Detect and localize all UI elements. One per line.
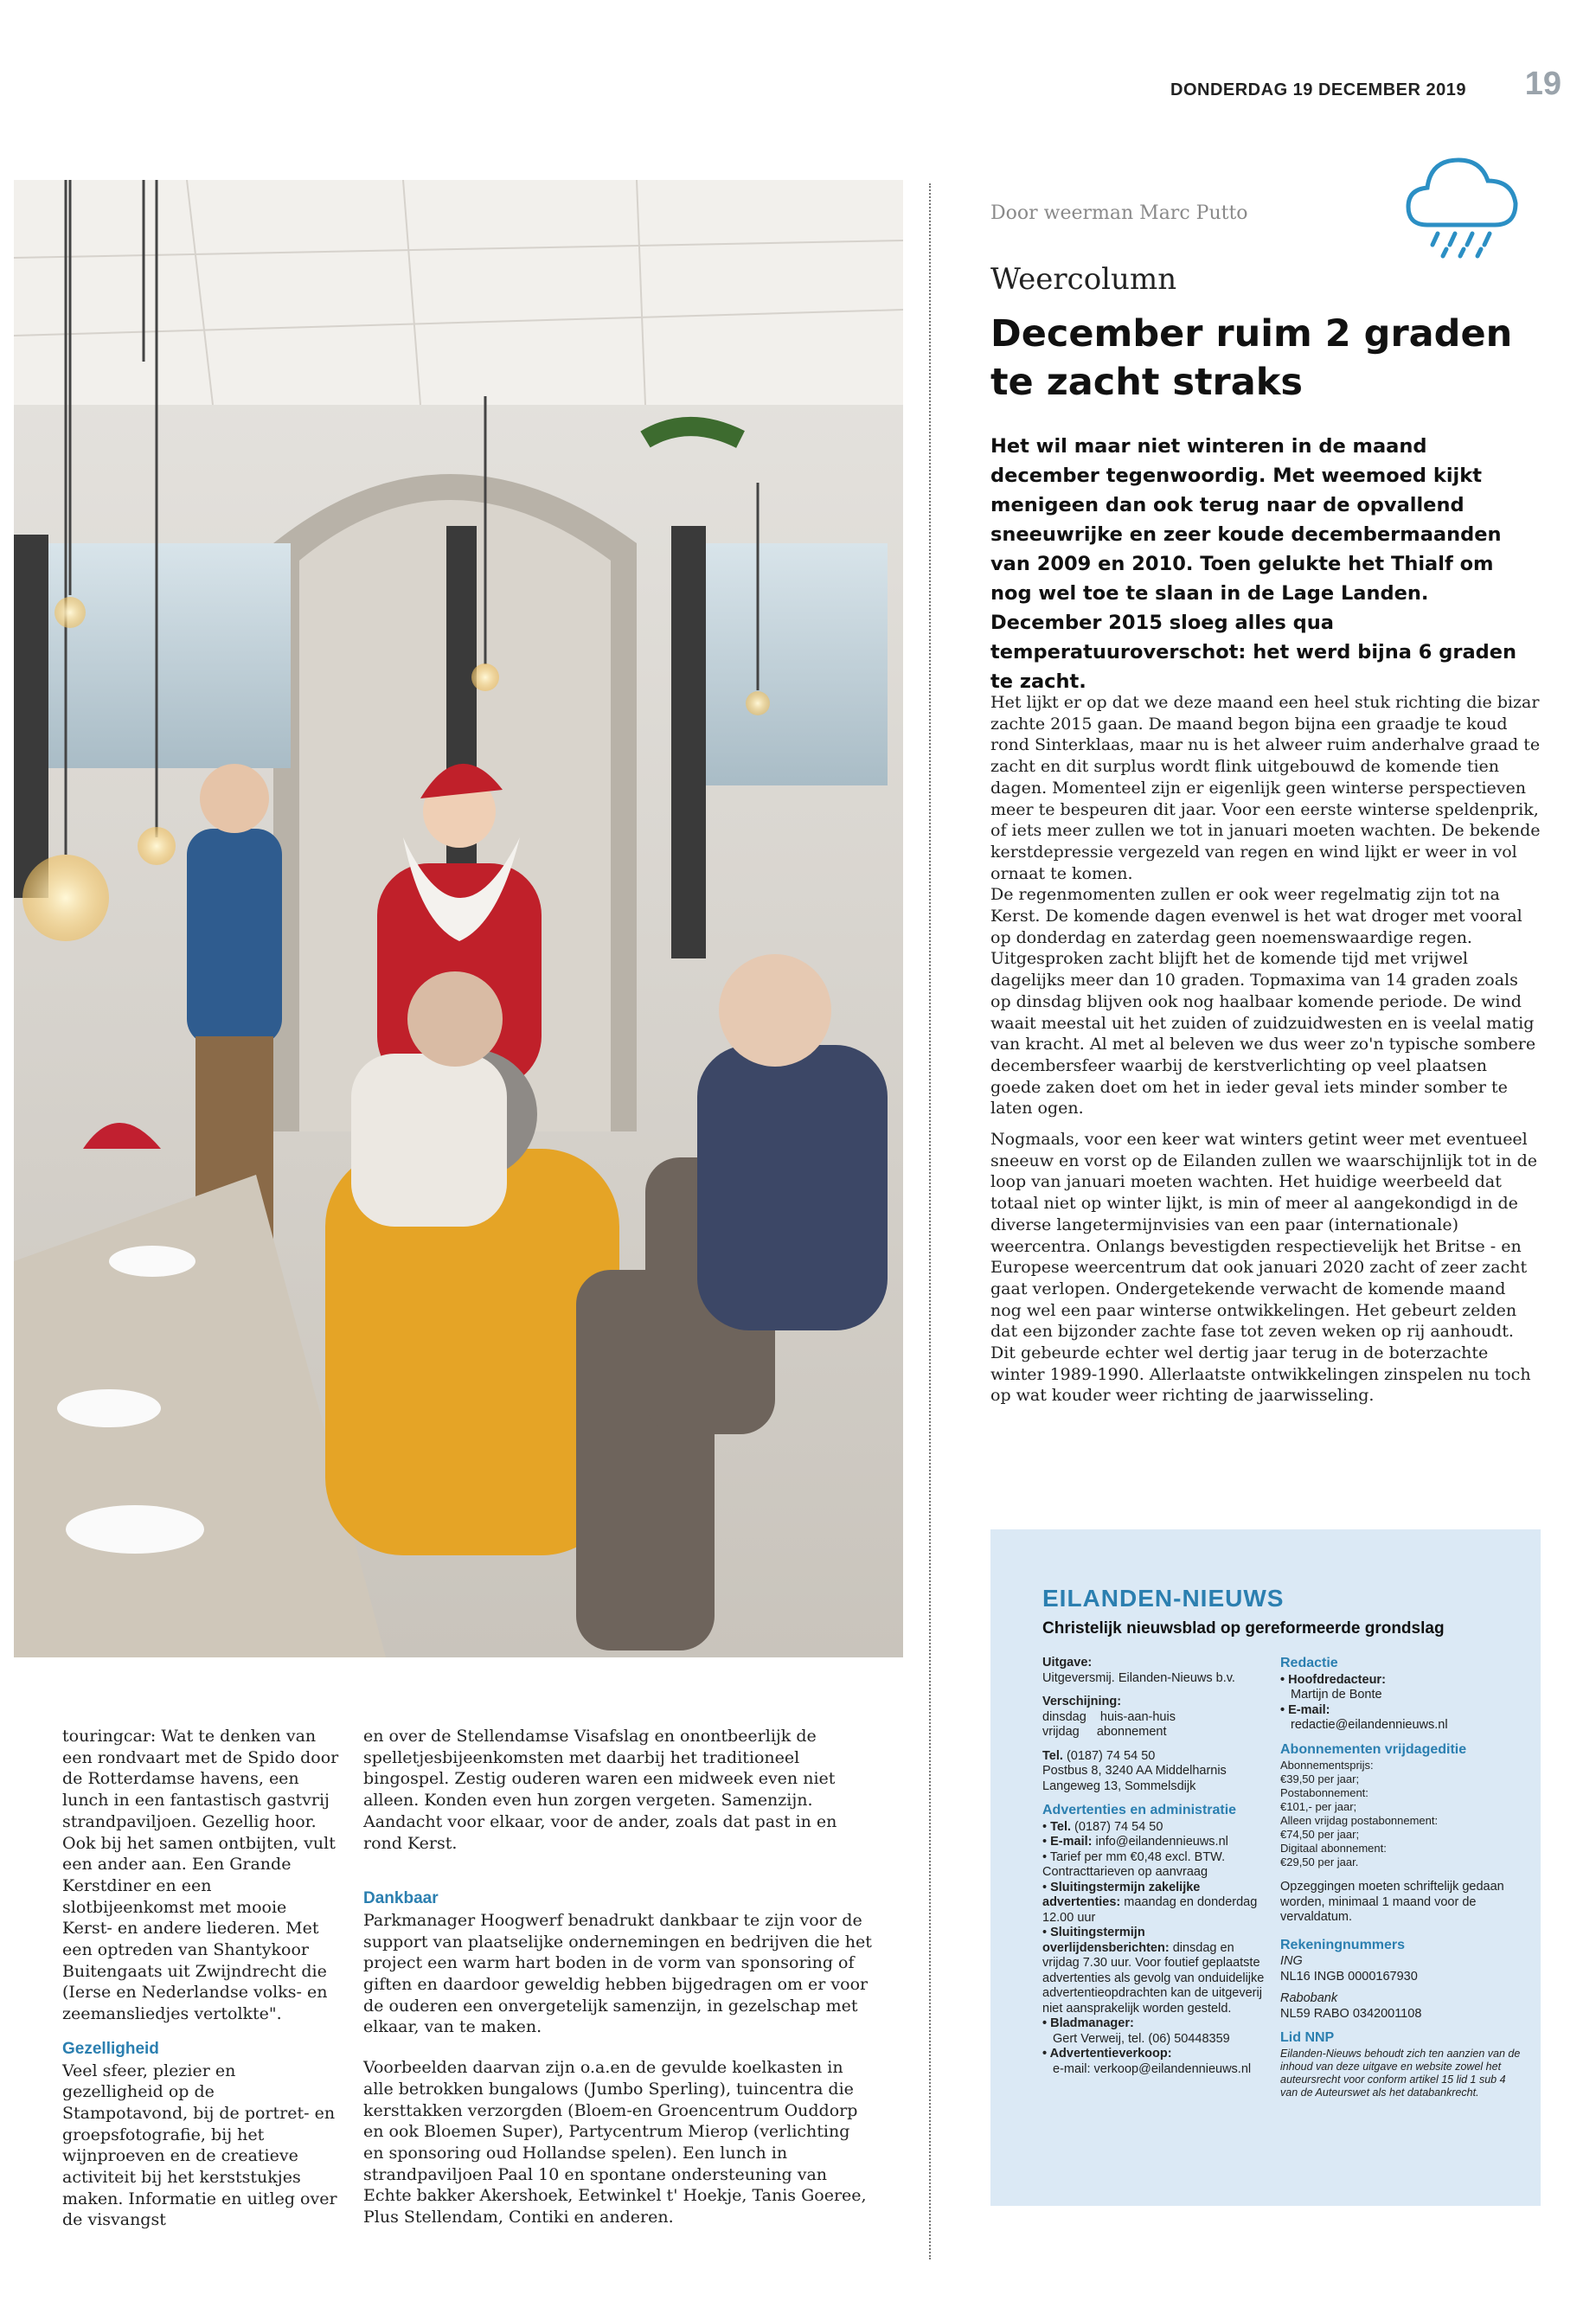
copyright-notice: Eilanden-Nieuws behoudt zich ten aanzien van de inhoud van deze uitgave en website zowel het auteursrecht voor conform artikel 15 lid 1 sub 4 van de Auteurswet als het databankrecht. bbox=[1280, 2047, 1521, 2099]
article-column-1 bbox=[62, 1726, 339, 2231]
colophon-box bbox=[990, 1529, 1541, 2206]
section-heading: Abonnementen vrijdageditie bbox=[1280, 1741, 1467, 1757]
weather-paragraph: De regenmomenten zullen er ook weer regelmatig zijn tot na Kerst. De komende dagen evenwel is het wat droger met vooral op donderdag en zaterdag geen noemenswaardige regen. Uitgesproken zacht blijft het de komende tijd met vrijwel dagelijks meer dan 10 graden. Topmaxima van 14 graden zoals op dinsdag blijven ook nog haalbaar komende periode. De wind waait meestal uit het zuiden of zuidzuidwesten en is veelal matig van kracht. Al met al beleven we dus weer zo'n typische sombere decembersfeer waarbij de kerstverlichting op veel plaatsen goede zaken doet om het in ieder geval iets minder somber te laten ogen. bbox=[990, 885, 1536, 1118]
account-number: NL59 RABO 0342001108 bbox=[1280, 2006, 1422, 2021]
label: Tel. bbox=[1050, 1819, 1072, 1834]
cancellation-note: Opzeggingen moeten schriftelijk gedaan worden, minimaal 1 maand voor de vervaldatum. bbox=[1280, 1880, 1504, 1924]
article-paragraph: touringcar: Wat te denken van een rondvaart met de Spido door de Rotterdamse havens, een lunch in een fantastisch gastvrij strandpaviljoen. Gezellig hoor. Ook bij het samen ontbijten, vult een ander aan. Een Grande Kerstdiner en een slotbijeenkomst met mooie Kerst- en andere liederen. Met een optreden van Shantykoor Buitengaats uit Zwijndrecht die (Ierse en Nederlandse volks- en zeemansliedjes vertolkte". bbox=[62, 1727, 339, 2024]
value: Gert Verweij, tel. (06) 50448359 bbox=[1053, 2031, 1230, 2046]
label: Verschijning: bbox=[1042, 1695, 1122, 1708]
label: • Bladmanager: bbox=[1042, 2016, 1267, 2032]
tariff: • Tarief per mm €0,48 excl. BTW. Contracttarieven op aanvraag bbox=[1042, 1850, 1267, 1881]
value: dinsdag huis-aan-huis bbox=[1042, 1709, 1176, 1724]
subheading: Dankbaar bbox=[363, 1889, 439, 1908]
value: vrijdag abonnement bbox=[1042, 1725, 1167, 1739]
label: • E-mail: bbox=[1280, 1703, 1522, 1719]
email-link[interactable]: redactie@eilandennieuws.nl bbox=[1291, 1718, 1448, 1732]
article-paragraph: Veel sfeer, plezier en gezelligheid op de Stampotavond, bij de portret- en groepsfotografie, bij het wijnproeven en de creatieve activiteit bij het kerststukjes maken. Informatie en uitleg over de visvangst bbox=[62, 2061, 337, 2230]
article-paragraph: Voorbeelden daarvan zijn o.a.en de gevulde koelkasten in alle betrokken bungalows (Jumbo Sperling), tuincentra die kersttakken verzorgden (Bloem-en Groencentrum Ouddorp en ook Bloemen Super), Partycentrum Mierop (verlichting en sponsoring oud Hollandse spelen). Een lunch in strandpaviljoen Paal 10 en spontane ondersteuning van Echte bakker Akershoek, Eetwinkel t' Hoekje, Tanis Goeree, Plus Stellendam, Contiki en anderen. bbox=[363, 2058, 867, 2227]
value: Uitgeversmij. Eilanden-Nieuws b.v. bbox=[1042, 1670, 1235, 1685]
section-heading: Advertenties en administratie bbox=[1042, 1803, 1237, 1817]
label: • Advertentieverkoop: bbox=[1042, 2047, 1267, 2062]
value: €101,- per jaar; bbox=[1280, 1800, 1357, 1813]
weather-body-2 bbox=[990, 1129, 1541, 1407]
issue-date: DONDERDAG 19 DECEMBER 2019 bbox=[1170, 80, 1466, 99]
article-paragraph: Parkmanager Hoogwerf benadrukt dankbaar te zijn voor de support van plaatselijke ondernemingen en bedrijven die het project een warm hart boden in de vorm van sponsoring of giften en daardoor geweldig hebben bijgedragen om er voor de ouderen een onvergetelijk samenzijn, in gezelschap met elkaar, van te maken. bbox=[363, 1910, 872, 2037]
column-kicker: Weercolumn bbox=[990, 262, 1177, 297]
value: Abonnementsprijs: bbox=[1280, 1759, 1374, 1772]
label: Tel. bbox=[1042, 1748, 1063, 1763]
bank-name: Rabobank bbox=[1280, 1991, 1338, 2005]
headline: December ruim 2 graden te zacht straks bbox=[990, 312, 1513, 404]
section-heading: Redactie bbox=[1280, 1656, 1338, 1670]
bank-name: ING bbox=[1280, 1954, 1303, 1968]
phone: (0187) 74 54 50 bbox=[1074, 1819, 1163, 1834]
colophon-left bbox=[1042, 1656, 1267, 2077]
label: • Hoofdredacteur: bbox=[1280, 1673, 1522, 1689]
value: €29,50 per jaar. bbox=[1280, 1856, 1359, 1868]
label: Sluitingstermijn overlijdensberichten: bbox=[1042, 1926, 1170, 1955]
account-number: NL16 INGB 0000167930 bbox=[1280, 1969, 1418, 1984]
photo-illustration bbox=[14, 180, 903, 1657]
value: Alleen vrijdag postabonnement: bbox=[1280, 1814, 1439, 1827]
value: €74,50 per jaar; bbox=[1280, 1828, 1360, 1841]
colophon-right bbox=[1280, 1656, 1522, 2099]
postal-address: Postbus 8, 3240 AA Middelharnis bbox=[1042, 1764, 1227, 1778]
value: maandag en donderdag 12.00 uur bbox=[1042, 1895, 1258, 1925]
lead-paragraph: Het wil maar niet winteren in de maand december tegenwoordig. Met weemoed kijkt menigeen dan ook terug naar de opvallend sneeuwrijke en zeer koude decembermaanden van 2009 en 2010. Toen gelukte het Thialf om nog wel toe te slaan in de Lage Landen. December 2015 sloeg alles qua temperatuuroverschot: het werd bijna 6 graden te zacht. bbox=[990, 435, 1517, 693]
byline: Door weerman Marc Putto bbox=[990, 202, 1248, 224]
label: Sluitingstermijn zakelijke advertenties: bbox=[1042, 1880, 1201, 1909]
phone: (0187) 74 54 50 bbox=[1066, 1748, 1156, 1763]
value: Martijn de Bonte bbox=[1291, 1688, 1382, 1702]
column-divider bbox=[929, 183, 931, 2259]
newspaper-logo: EILANDEN-NIEUWS bbox=[1042, 1585, 1285, 1612]
weather-body-1 bbox=[990, 692, 1541, 1119]
label: E-mail: bbox=[1050, 1835, 1093, 1849]
email-link[interactable]: info@eilandennieuws.nl bbox=[1095, 1835, 1228, 1849]
rain-cloud-icon bbox=[1401, 143, 1522, 264]
value: dinsdag en vrijdag 7.30 uur. Voor foutief geplaatste advertenties als gevolg van onduidelijke advertentieopdrachten kan de uitgeverij niet aansprakelijk worden gesteld. bbox=[1042, 1940, 1265, 2016]
street-address: Langeweg 13, Sommelsdijk bbox=[1042, 1779, 1196, 1793]
section-heading: Lid NNP bbox=[1280, 2030, 1335, 2045]
email-link[interactable]: e-mail: verkoop@eilandennieuws.nl bbox=[1053, 2061, 1252, 2076]
weather-paragraph: Nogmaals, voor een keer wat winters getint weer met eventueel sneeuw en vorst op de Eilanden zullen we waarschijnlijk tot in de loop van januari moeten wachten. Het huidige weerbeeld dat totaal niet op winter lijkt, is min of meer al aangekondigd in de diverse langetermijnvisies van een paar (internationale) weercentra. Onlangs bevestigden respectievelijk het Britse - en Europese weercentrum dat ook januari 2020 zacht of zeer zacht gaat verlopen. Ondergetekende verwacht de komende maand nog wel een paar winterse ontwikkelingen. Het gebeurt zelden dat een bijzonder zachte fase tot zeven weken op rij aanhoudt. Dit gebeurde echter wel dertig jaar terug in de boterzachte winter 1989-1990. Allerlaatste ontwikkelingen zinspelen nu toch op wat kouder weer richting de jaarwisseling. bbox=[990, 1130, 1537, 1406]
section-heading: Rekeningnummers bbox=[1280, 1937, 1406, 1952]
value: €39,50 per jaar; bbox=[1280, 1772, 1360, 1785]
subheading: Gezelligheid bbox=[62, 2039, 159, 2058]
weather-paragraph: Het lijkt er op dat we deze maand een heel stuk richting die bizar zachte 2015 gaan. De maand begon bijna een graadje te koud rond Sinterklaas, maar nu is het alweer ruim anderhalve graad te zacht en dit surplus wordt flink uitgebouwd de komende tien dagen. Momenteel zijn er eigenlijk geen winterse perspectieven meer te bespeuren dit jaar. Voor een eerste winterse speldenprik, of iets meer zullen we tot in januari moeten wachten. De bekende kerstdepressie vergezeld van regen en wind lijkt er weer in vol ornaat te komen. bbox=[990, 693, 1541, 883]
value: Postabonnement: bbox=[1280, 1786, 1368, 1799]
article-column-2 bbox=[363, 1726, 874, 2228]
value: Digitaal abonnement: bbox=[1280, 1842, 1387, 1855]
tagline: Christelijk nieuwsblad op gereformeerde grondslag bbox=[1042, 1619, 1445, 1638]
article-paragraph: en over de Stellendamse Visafslag en onontbeerlijk de spelletjesbijeenkomsten met daarbij het traditioneel bingospel. Zestig ouderen waren een midweek even niet alleen. Konden even hun zorgen vergeten. Samenzijn. Aandacht voor elkaar, voor de ander, zoals dat past in en rond Kerst. bbox=[363, 1727, 837, 1853]
page-number: 19 bbox=[1524, 66, 1561, 102]
label: Uitgave: bbox=[1042, 1656, 1093, 1670]
article-photo bbox=[14, 180, 903, 1657]
